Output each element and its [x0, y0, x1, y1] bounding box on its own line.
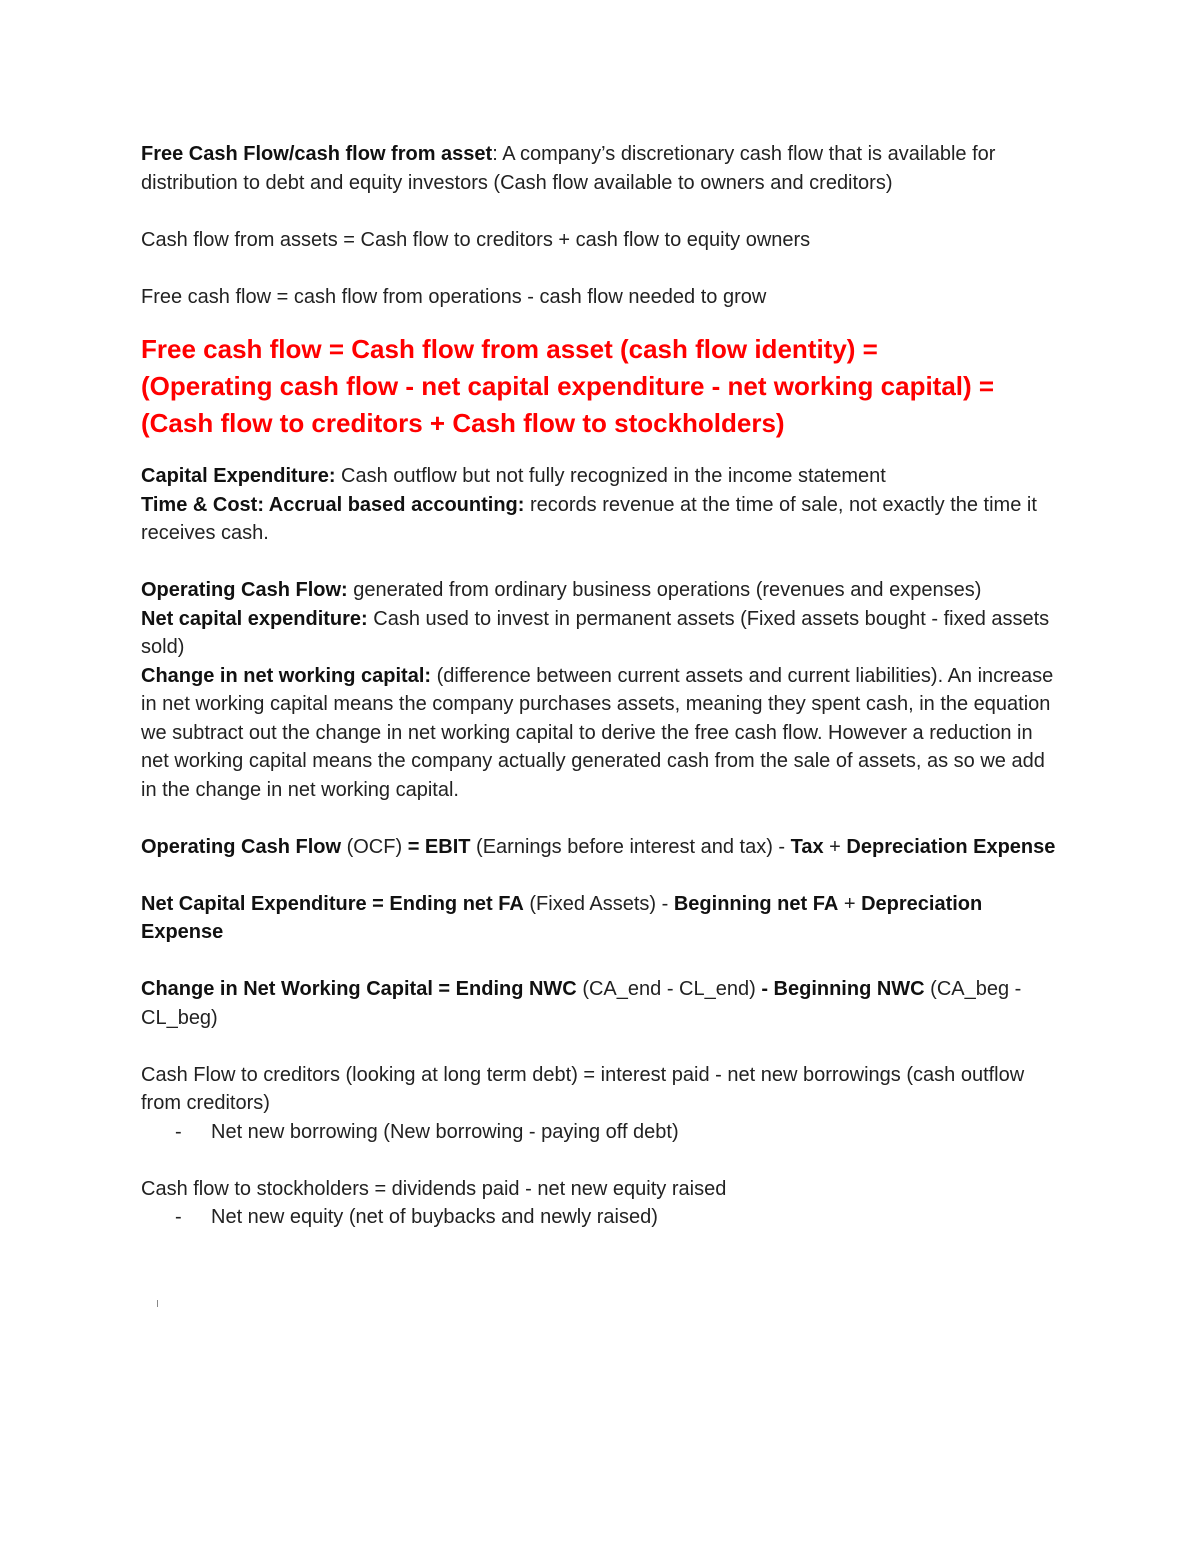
list-item — [141, 1203, 1061, 1232]
ncs-formula-beginning: Beginning net FA — [673, 892, 839, 915]
ncs-formula-fa-desc: (Fixed Assets) - — [523, 892, 674, 915]
cash-flow-to-creditors: Cash Flow to creditors (looking at long term debt) = interest paid - net new borrowings (cash outflow from creditors) — [141, 1063, 1025, 1114]
nwc-formula — [141, 975, 1061, 1032]
highlight-line-3: (Cash flow to creditors + Cash flow to stockholders) — [141, 408, 785, 438]
highlight-line-2: (Operating cash flow - net capital expenditure - net working capital) = — [141, 371, 995, 401]
ncs-text: Cash used to invest in permanent assets (Fixed assets bought - fixed assets sold) — [141, 607, 1050, 658]
ncs-formula-depreciation: Depreciation Expense — [141, 892, 983, 943]
stray-mark — [157, 1300, 158, 1307]
intro-paragraph — [141, 140, 1061, 197]
ocf-formula-plus: + — [823, 835, 847, 858]
capex-definition — [141, 462, 1061, 491]
highlight-line-1: Free cash flow = Cash flow from asset (cash flow identity) = — [141, 334, 878, 364]
bullet-dash: - — [175, 1206, 182, 1228]
time-cost-term: Time & Cost: Accrual based accounting: — [141, 493, 525, 516]
ocf-definition — [141, 576, 1061, 605]
creditors-bullet-text: Net new borrowing (New borrowing - paying off debt) — [211, 1120, 679, 1143]
free-cash-flow-equation: Free cash flow = cash flow from operations - cash flow needed to grow — [141, 285, 767, 308]
nwc-formula-beg: (CA_beg - CL_beg) — [141, 978, 1022, 1029]
list-item — [141, 1118, 1061, 1147]
ocf-formula-ebit-desc: (Earnings before interest and tax) - — [470, 835, 791, 858]
ncs-definition — [141, 605, 1061, 662]
cash-flow-to-stockholders: Cash flow to stockholders = dividends paid - net new equity raised — [141, 1177, 727, 1200]
ocf-formula-term: Operating Cash Flow — [141, 835, 342, 858]
capex-term: Capital Expenditure: — [141, 465, 336, 487]
ncs-term: Net capital expenditure: — [141, 607, 368, 630]
document-page — [141, 140, 1061, 1232]
nwc-definition — [141, 662, 1061, 805]
cash-flow-from-assets-equation: Cash flow from assets = Cash flow to creditors + cash flow to equity owners — [141, 228, 811, 251]
nwc-term: Change in net working capital: — [141, 664, 432, 687]
ncs-formula — [141, 890, 1061, 947]
ocf-text: generated from ordinary business operations (revenues and expenses) — [347, 579, 982, 601]
ncs-formula-plus: + — [838, 892, 862, 915]
ocf-formula — [141, 833, 1061, 862]
intro-term: Free Cash Flow/cash flow from asset — [141, 143, 493, 165]
ocf-formula-ebit: = EBIT — [407, 835, 471, 858]
ocf-formula-depreciation: Depreciation Expense — [846, 835, 1056, 858]
ocf-formula-tax: Tax — [790, 835, 824, 858]
ncs-formula-term: Net Capital Expenditure = Ending net FA — [141, 892, 524, 915]
nwc-formula-beginning: - Beginning NWC — [761, 978, 925, 1000]
ocf-term: Operating Cash Flow: — [141, 579, 348, 601]
time-cost-text: records revenue at the time of sale, not exactly the time it receives cash. — [141, 493, 1037, 544]
intro-definition: : A company’s discretionary cash flow that is available for distribution to debt and equity investors (Cash flow available to owners and creditors) — [141, 143, 996, 194]
stockholders-bullet-text: Net new equity (net of buybacks and newly raised) — [211, 1206, 658, 1228]
time-cost-definition — [141, 491, 1061, 548]
cash-flow-identity-highlight — [141, 331, 1061, 442]
capex-text: Cash outflow but not fully recognized in the income statement — [335, 465, 886, 487]
nwc-text: (difference between current assets and current liabilities). An increase in net working capital means the company purchases assets, meaning they spent cash, in the equation we subtract out the change in net working capital to derive the free cash flow. However a reduction in net working capital means the company actually generated cash from the sale of assets, as so we add in the change in net working capital. — [141, 664, 1054, 801]
nwc-formula-term: Change in Net Working Capital = Ending NWC — [141, 978, 577, 1000]
ocf-formula-abbr: (OCF) — [341, 835, 408, 858]
nwc-formula-end: (CA_end - CL_end) — [576, 978, 762, 1000]
bullet-dash: - — [175, 1120, 182, 1143]
